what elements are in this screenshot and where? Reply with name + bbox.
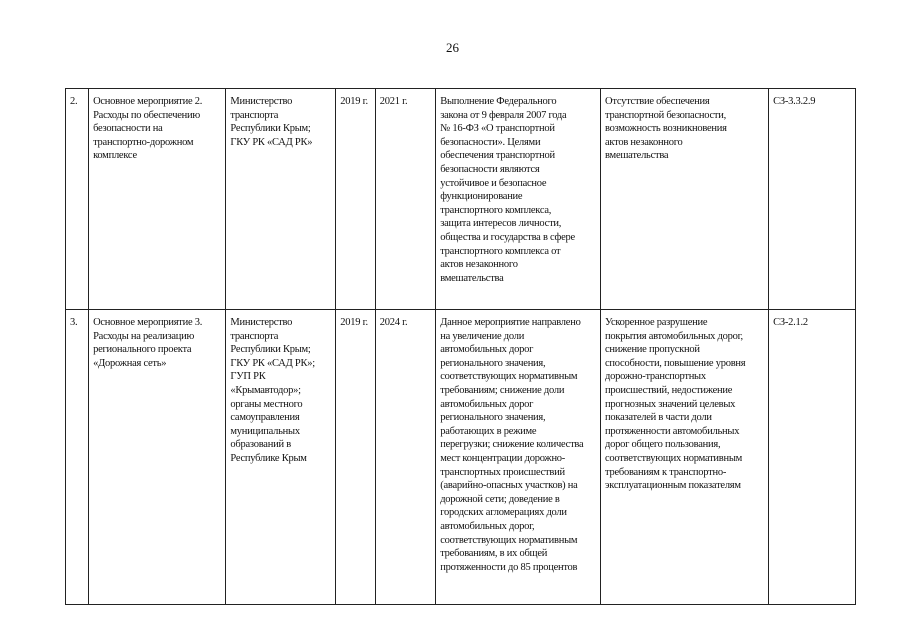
cell-text-line: муниципальных [230, 425, 300, 437]
cell-text-line: протяженности до 85 процентов [440, 561, 578, 573]
cell-text-line: прогнозных значений целевых [605, 398, 736, 410]
cell-text-line: Ускоренное разрушение [605, 317, 708, 328]
cell-text-line: образований в [230, 439, 291, 451]
executor-cell [226, 89, 336, 310]
cell-text-line: «Дорожная сеть» [93, 357, 167, 369]
cell-text-line: транспортного комплекса от [440, 245, 561, 257]
cell-text-line: автомобильных дорог [440, 398, 534, 410]
cell-text-line: органы местного [230, 398, 303, 410]
table-row [66, 89, 856, 310]
cell-text-line: работающих в режиме [440, 425, 537, 437]
cell-text-line: регионального значения, [440, 357, 546, 369]
expected-result-cell [436, 310, 601, 605]
cell-text-line: Данное мероприятие направлено [440, 317, 581, 328]
cell-text-line: требованиям к транспортно- [605, 466, 727, 478]
cell-text-line: общества и государства в сфере [440, 231, 575, 243]
cell-text-line: покрытия автомобильных дорог, [605, 330, 743, 342]
cell-text-line: транспортно-дорожном [93, 136, 194, 148]
cell-text-line: эксплуатационным показателям [605, 480, 741, 492]
cell-text-line: транспортных происшествий [440, 466, 565, 478]
cell-text-line: вмешательства [440, 272, 504, 284]
cell-text-line: ГКУ РК «САД РК»; [230, 357, 315, 369]
cell-text-line: № 16-ФЗ «О транспортной [440, 123, 555, 135]
cell-text-line: на увеличение доли [440, 330, 525, 342]
cell-text-line: «Крымавтодор»; [230, 384, 301, 396]
cell-text-line: обеспечения транспортной [440, 150, 555, 162]
cell-text-line: Министерство [230, 96, 293, 107]
cell-text-line: устойчивое и безопасное [440, 177, 547, 189]
cell-text-line: транспортной безопасности, [605, 109, 726, 121]
cell-text-line: Республики Крым; [230, 123, 311, 135]
cell-text-line: защита интересов личности, [440, 218, 562, 230]
event-name-cell [89, 89, 226, 310]
cell-text-line: протяженности автомобильных [605, 425, 740, 437]
table-row [66, 310, 856, 605]
cell-text-line: самоуправления [230, 412, 300, 424]
cell-text-line: Расходы на реализацию [93, 330, 195, 342]
cell-text-line: перегрузки; снижение количества [440, 439, 584, 451]
cell-text-line: Республике Крым [230, 452, 307, 464]
cell-text-line: актов незаконного [605, 136, 683, 148]
executor-cell [226, 310, 336, 605]
end-year-cell: 2024 г. [375, 310, 435, 605]
cell-text-line: транспорта [230, 109, 279, 121]
row-number-cell: 2. [66, 89, 89, 310]
cell-text-line: безопасности являются [440, 163, 540, 175]
cell-text-line: Отсутствие обеспечения [605, 96, 710, 107]
event-name-cell [89, 310, 226, 605]
cell-text-line: требованиям, в их общей [440, 548, 548, 560]
cell-text-line: Выполнение Федерального [440, 96, 557, 107]
cell-text-line: способности, повышение уровня [605, 357, 746, 369]
cell-text-line: безопасности на [93, 123, 163, 135]
cell-text-line: соответствующих нормативным [440, 371, 578, 383]
cell-text-line: актов незаконного [440, 259, 518, 271]
cell-text-line: возможность возникновения [605, 123, 727, 135]
page-number: 26 [446, 40, 459, 55]
cell-text-line: Основное мероприятие 2. [93, 96, 203, 107]
cell-text-line: функционирование [440, 191, 523, 203]
consequences-cell [601, 89, 769, 310]
cell-text-line: транспортного комплекса, [440, 204, 552, 216]
consequences-cell [601, 310, 769, 605]
cell-text-line: соответствующих нормативным [605, 452, 743, 464]
cell-text-line: транспорта [230, 330, 279, 342]
cell-text-line: дорожно-транспортных [605, 371, 706, 383]
cell-text-line: Министерство [230, 317, 293, 328]
start-year-cell: 2019 г. [336, 310, 376, 605]
end-year-cell: 2021 г. [375, 89, 435, 310]
cell-text-line: соответствующих нормативным [440, 534, 578, 546]
cell-text-line: регионального значения, [440, 412, 546, 424]
cell-text-line: комплексе [93, 150, 137, 162]
cell-text-line: Основное мероприятие 3. [93, 317, 203, 328]
row-number-cell: 3. [66, 310, 89, 605]
measures-table [65, 88, 856, 605]
cell-text-line: регионального проекта [93, 344, 192, 356]
cell-text-line: показателей в части доли [605, 412, 712, 424]
cell-text-line: требованиям; снижение доли [440, 384, 565, 396]
cell-text-line: городских агломерациях доли [440, 507, 567, 519]
cell-text-line: автомобильных дорог [440, 344, 534, 356]
cell-text-line: дорожной сети; доведение в [440, 493, 560, 505]
cell-text-line: Расходы по обеспечению [93, 109, 200, 121]
cell-text-line: ГУП РК [230, 371, 266, 383]
cell-text-line: ГКУ РК «САД РК» [230, 136, 313, 148]
cell-text-line: происшествий, недостижение [605, 384, 733, 396]
cell-text-line: дорог общего пользования, [605, 439, 721, 451]
cell-text-line: мест концентрации дорожно- [440, 452, 566, 464]
cell-text-line: Республики Крым; [230, 344, 311, 356]
cell-text-line: вмешательства [605, 150, 669, 162]
cell-text-line: снижение пропускной [605, 344, 700, 356]
indicator-code-cell: СЗ-3.3.2.9 [769, 89, 856, 310]
expected-result-cell [436, 89, 601, 310]
cell-text-line: автомобильных дорог, [440, 520, 535, 532]
cell-text-line: (аварийно-опасных участков) на [440, 480, 578, 492]
cell-text-line: закона от 9 февраля 2007 года [440, 109, 567, 121]
cell-text-line: безопасности». Целями [440, 136, 541, 148]
indicator-code-cell: СЗ-2.1.2 [769, 310, 856, 605]
start-year-cell: 2019 г. [336, 89, 376, 310]
